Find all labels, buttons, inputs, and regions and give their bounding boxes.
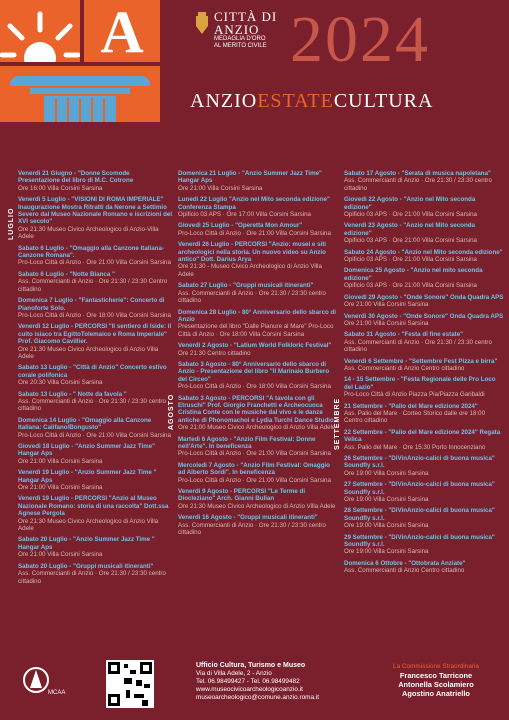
event-title: Sabato 13 Luglio - "Città di Anzio" Concerto estivo corale polifonica (18, 364, 167, 379)
museum-label: MCAA (48, 690, 66, 696)
commission-info (366, 662, 506, 698)
event-details: Ass. Palio del Mare · Corteo Storico dalle ore 18:00 Centro cittadino (344, 409, 486, 425)
event-title: Sabato 6 Luglio - "Omaggio alla Canzone Italiana-Canzone Romana". (18, 244, 164, 260)
event-title: Venerdì 26 Luglio - PERCORSI "Anzio: musei e siti archeologici nella storia. Un nuovo video su Anzio antico" Dott. Darius Arya (178, 241, 327, 264)
event-details: Ore 21:30 Museo Civico Archeologico di Anzio Villa Adele (178, 502, 336, 510)
event-title: Giovedì 18 Luglio - "Anzio Summer Jazz Time" Hangar Aps (18, 443, 156, 458)
event-details: Ass. Commercianti di Anzio Centro cittadino (344, 567, 465, 575)
event-title: Domenica 28 Luglio - 80° Anniversario dello sbarco di Anzio (178, 308, 337, 323)
event-title: Giovedì 29 Agosto - "Onde Sonore" Onda Quadra APS (344, 293, 504, 301)
event-title: Venerdì 21 Giugno - "Donne Scomode Presentazione del libro di M.C. Cotrone (18, 170, 134, 185)
event-details: Ore 21:30 Centro cittadino (178, 349, 251, 357)
commission-member-2: Antonella Scolamiero (398, 680, 474, 689)
event-details: Pro-Loco Città di Anzio · Ore 21:00 Villa Corsini Sarsina (18, 431, 171, 439)
event-title: 28 Settembre - "DiVinAnzio-calici di buona musica" Soundfly s.r.l. (344, 507, 495, 522)
events-column-3 (344, 170, 504, 579)
event-title: 26 Settembre - "DiVinAnzio-calici di buona musica" Soundfly s.r.l. (344, 455, 495, 470)
event-details: Ore 21:00 Villa Corsini Sarsina (18, 484, 103, 492)
city-emblem (194, 10, 284, 50)
event-details: Ass. Commercianti di Anzio · Ore 21:30 / 23:30 centro cittadino (18, 570, 166, 585)
event-title: Venerdì 23 Agosto - "Anzio nel Mito seconda edizione" (344, 222, 475, 237)
month-luglio: LUGLIO (8, 207, 15, 240)
event-item (178, 342, 338, 357)
event-details: Presentazione del libro "Dalle Pianure al Mare" Pro-Loco Città di Anzio · Ore 18:00 Villa Corsini Sarsina (178, 323, 334, 338)
event-details: Ore 19:00 Villa Corsini Sarsina (344, 496, 429, 504)
logo-letter: A (84, 0, 160, 62)
event-item (178, 514, 338, 536)
event-title: Sabato 27 Luglio - "Gruppi musicali itineranti" (178, 282, 314, 290)
event-details: Opificio 03 APS · Ore 17:00 Villa Corsini Sarsina (178, 211, 311, 219)
event-item (344, 313, 504, 328)
event-details: Pro-Loco Città di Anzio · Ore 18:00 Villa Corsini Sarsina (18, 311, 171, 319)
event-item (344, 376, 504, 398)
commission-member-1: Francesco Tarricone (399, 671, 473, 680)
event-details: Opificio 03 APS · Ore 21:00 Villa Corsini Sarsina (344, 256, 477, 264)
event-title: Venerdì 5 Luglio - "VISIONI DI ROMA IMPERIALE" Inaugurazione Mostra Ritratti da Nerone a Settimio Severo dal Museo Nazionale Romano e iscrizioni del XVI secolo" (18, 196, 173, 226)
event-item (344, 249, 504, 264)
event-item (344, 196, 504, 218)
event-title: 14 - 15 Settembre - "Festa Regionale delle Pro Loco del Lazio" (344, 376, 496, 391)
event-details: Ore 20:30 Villa Corsini Sarsina (18, 379, 103, 387)
event-title: Martedì 6 Agosto - "Anzio Film Festival: Donne nell'Arte". In beneficenza (178, 435, 316, 450)
event-title: Sabato 3 Agosto - 80° Anniversario dello sbarco di Anzio - Presentazione del libro "Il Marinaio Burbero del Circeo" (178, 360, 330, 383)
city-sub2: AL MERITO CIVILE (214, 43, 267, 49)
event-item (344, 170, 504, 192)
event-title: Domenica 7 Luglio - "Fantasticherie": Concerto di Pianoforte Solo. (18, 297, 165, 312)
event-item (18, 271, 173, 293)
title-part2: ESTATE (257, 90, 334, 112)
event-item (178, 196, 338, 218)
museum-logo (20, 660, 80, 710)
event-item (18, 364, 173, 386)
event-item (344, 294, 504, 309)
event-item (178, 222, 338, 237)
event-title: Domenica 21 Luglio - "Anzio Summer Jazz Time" Hangar Aps (178, 170, 322, 185)
qr-code[interactable] (106, 660, 154, 708)
commission-member-3: Agostino Anatriello (402, 689, 470, 698)
event-item (18, 245, 173, 267)
event-title: Venerdì 6 Settembre - "Settembre Fest Pizza e birra" (344, 357, 498, 365)
city-sub1: MEDAGLIA D'ORO (214, 36, 266, 42)
office-info (196, 662, 366, 702)
event-details: Opificio 03 APS · Ore 21:00 Villa Corsini Sarsina (344, 237, 477, 245)
event-item (18, 443, 173, 465)
event-title: Sabato 24 Agosto - "Anzio nel Mito seconda edizione" (344, 248, 503, 256)
event-title: Venerdì 19 Luglio - "Anzio Summer Jazz Time " Hangar Aps (18, 469, 157, 484)
event-item (178, 282, 338, 304)
year: 2024 (290, 3, 430, 76)
event-title: 21 Settembre - "Palio del Mare edizione 2024" (344, 402, 478, 410)
sun-icon (0, 0, 80, 62)
event-details: Ore 21:30 Museo Civico Archeologico di Anzio Villa Adele (18, 345, 159, 360)
festival-title (190, 90, 433, 113)
event-details: Ass. Commercianti di Anzio · Ore 21:30 / 23:30 centro cittadino (178, 289, 326, 305)
event-details: Ore 21:00 Villa Corsini Sarsina (344, 301, 429, 309)
event-item (178, 436, 338, 458)
event-title: 29 Settembre - "DiVinAnzio-calici di buona musica" Soundfly s.r.l. (344, 533, 495, 549)
event-item (18, 495, 173, 532)
commission-title: La Commissione Straordinaria (393, 663, 479, 670)
month-settembre: SETTEMBRE (334, 397, 341, 450)
event-item (18, 563, 173, 585)
event-details: Ass. Commercianti di Anzio · Ore 21:30 / 23:30 centro cittadino (18, 397, 166, 413)
event-title: Domenica 6 Ottobre - "Ottobrata Anziate" (344, 559, 466, 567)
event-title: Venerdì 30 Agosto - "Onde Sonore" Onda Quadra APS (344, 312, 504, 320)
event-title: Venerdì 9 Agosto - PERCORSI "Le Terme di Diocleziano" Arch. Gianni Bulian (178, 488, 306, 503)
event-details: Ass. Commercianti di Anzio · Ore 21:30 / 23:30 centro cittadino (344, 338, 492, 354)
event-item (18, 297, 173, 319)
column-icon (0, 66, 160, 122)
event-details: Ore 21:00 Museo Civico Archeologico di Anzio Villa Adele (178, 424, 336, 432)
event-details: Pro-Loco Città di Anzio Piazza Pia/Piazza Garibaldi (344, 391, 485, 399)
event-title: Sabato 31 Agosto - "Festa di fine estate" (344, 331, 464, 339)
event-title: Venerdì 19 Luglio - PERCORSI "Anzio al Museo Nazionale Romano: storia di una raccolta" Dott.ssa Agnese Pergola (18, 495, 169, 518)
event-item (178, 395, 338, 432)
office-address: Via di Villa Adele, 2 - Anzio (196, 670, 272, 677)
crest-icon (194, 12, 210, 34)
month-agosto: AGOSTO (168, 393, 175, 430)
event-item (344, 331, 504, 353)
office-title: Ufficio Cultura, Turismo e Museo (196, 662, 306, 669)
event-item (344, 534, 504, 556)
event-item (178, 241, 338, 278)
event-title: Sabato 13 Luglio - " Notte da favola " (18, 390, 127, 398)
event-details: Ore 21:30 Museo Civico Archeologico di Anzio Villa Adele (18, 517, 159, 533)
event-item (178, 361, 338, 391)
event-item (344, 481, 504, 503)
event-item (344, 560, 504, 575)
event-details: Ore 16:00 Villa Corsini Sarsina (18, 184, 103, 192)
event-item (344, 222, 504, 244)
event-details: Ass. Commercianti di Anzio · Ore 21:30 / 23:30 centro cittadino (344, 177, 492, 192)
event-title: Domenica 14 Luglio - "Omaggio alla Canzone Italiana: Califano/Bongusto" (18, 416, 152, 432)
event-item (178, 309, 338, 339)
event-details: Ore 19:00 Villa Corsini Sarsina (344, 522, 429, 530)
event-title: Sabato 6 Luglio - "Notte Bianca " (18, 270, 115, 278)
event-details: Ore 21:30 Museo Civico Archeologico di Anzio-Villa Adele (18, 225, 159, 241)
event-details: Opificio 03 APS · Ore 21:00 Villa Corsini Sarsina (344, 282, 477, 290)
event-item (344, 358, 504, 373)
event-title: 27 Settembre - "DiVinAnzio-calici di buona musica" Soundfly s.r.l. (344, 481, 495, 496)
title-part1: ANZIO (190, 90, 258, 112)
event-title: Sabato 20 Luglio - "Gruppi musicali itineranti" (18, 562, 154, 570)
event-item (18, 469, 173, 491)
event-title: Venerdì 16 Agosto - "Gruppi musicali itineranti" (178, 514, 318, 522)
office-email[interactable]: museoarcheologico@comune.anzio.roma.it (196, 694, 320, 701)
event-item (18, 323, 173, 360)
event-title: Mercoledì 7 Agosto - "Anzio Film Festival: Omaggio ad Alberto Sordi". In beneficenza (178, 461, 330, 477)
event-details: Ass. Commercianti di Anzio · Ore 21:30 / 23:30 Centro cittadino (18, 278, 168, 293)
event-item (344, 507, 504, 529)
event-details: Opificio 03 APS · Ore 21:00 Villa Corsini Sarsina (344, 211, 477, 219)
event-details: Ore 21:00 Villa Corsini Sarsina (18, 551, 103, 559)
event-title: Venerdì 12 Luglio - PERCORSI "Il sentiero di Iside: il culto isiaco tra EgittoTolemaico e Roma Imperiale" Prof. Giacomo Cavillier. (18, 323, 172, 346)
event-item (18, 536, 173, 558)
event-details: Ass. Commercianti di Anzio · Ore 21:30 / 23:30 centro cittadino (178, 521, 326, 537)
event-item (344, 455, 504, 477)
event-title: 22 Settembre - "Palio del Mare edizione 2024" Regata Velica (344, 428, 501, 444)
event-details: Pro-Loco Città di Anzio · Ore 21:00 Villa Corsini Sarsina (178, 229, 331, 237)
event-item (178, 462, 338, 484)
festival-logo (0, 0, 160, 122)
office-website[interactable]: www.museocivicoarcheologicoanzio.it (196, 686, 303, 693)
event-details: Ore 21:00 Villa Corsini Sarsina (18, 457, 103, 465)
event-item (18, 391, 173, 413)
event-item (178, 488, 338, 510)
event-title: Lunedì 22 Luglio "Anzio nel Mito seconda edizione" Conferenza Stampa (178, 196, 330, 211)
event-details: Ore 19:00 Villa Corsini Sarsina (344, 469, 429, 477)
event-title: Sabato 20 Luglio - "Anzio Summer Jazz Time " Hangar Aps (18, 536, 155, 551)
event-item (18, 417, 173, 439)
event-title: Giovedì 25 Luglio - "Operetta Mon Amour" (178, 222, 303, 230)
event-details: Pro-Loco Città di Anzio · Ore 21:00 Villa Corsini Sarsina (18, 259, 171, 267)
title-part3: CULTURA (333, 90, 434, 112)
events-column-2 (178, 170, 338, 540)
event-item (344, 267, 504, 289)
event-details: Pro-Loco Città di Anzio · Ore 18:00 Villa Corsini Sarsina (178, 383, 331, 391)
event-item (178, 170, 338, 192)
event-title: Venerdì 2 Agosto - "Latium World Folkloric Festival" (178, 342, 332, 350)
event-details: Pro-Loco Città di Anzio · Ore 21:00 Villa Corsini Sarsina (178, 476, 331, 484)
event-title: Sabato 3 Agosto - PERCORSI "A tavola con gli Etruschi" Prof. Giorgio Franchetti e Archeocuoca Cristina Conte con le musiche dal vivo e le danze antiche di Phonomachoi e Lydia Turchi Dance Studio (178, 394, 334, 424)
events-column-1 (18, 170, 173, 589)
event-details: Ore 21:00 Villa Corsini Sarsina (178, 184, 263, 192)
event-details: Ore 21:00 Villa Corsini Sarsina (344, 319, 429, 327)
office-phone: Tel. 06.98499427 - Tel. 06.98499482 (196, 678, 300, 685)
event-item (344, 429, 504, 451)
event-title: Giovedì 22 Agosto - "Anzio nel Mito seconda edizione" (344, 196, 476, 211)
event-item (18, 196, 173, 240)
event-details: Pro-Loco Città di Anzio · Ore 21:00 Villa Corsini Sarsina (178, 450, 331, 458)
event-item (18, 170, 173, 192)
city-name: CITTÀ DI ANZIO (214, 9, 278, 37)
event-details: Ass. Palio del Mare · Ore 15:30 Porto Innocenziano (344, 443, 486, 451)
event-details: Ore 21:30 - Museo Civico Archeologico di Anzio Villa Adele (178, 263, 322, 278)
event-title: Domenica 25 Agosto - "Anzio nel mito seconda edizione" (344, 267, 483, 282)
event-item (344, 403, 504, 425)
event-title: Sabato 17 Agosto - "Serata di musica napoletana" (344, 170, 491, 177)
event-details: Ass. Commercianti di Anzio Centro cittadino (344, 364, 465, 372)
event-details: Ore 19:00 Villa Corsini Sarsina (344, 548, 429, 556)
